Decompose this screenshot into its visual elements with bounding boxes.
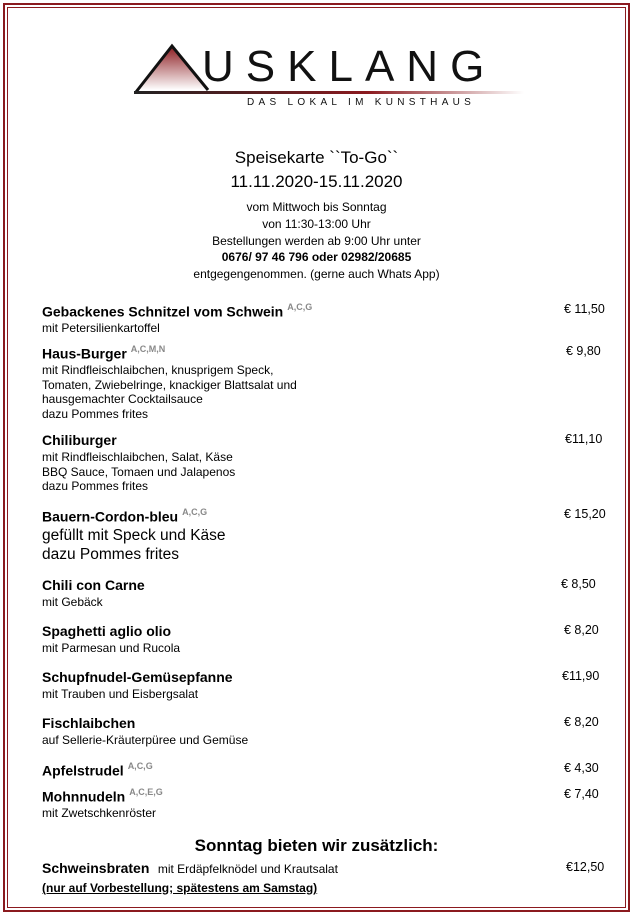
menu-item — [42, 715, 612, 748]
item-name: Fischlaibchen — [42, 715, 136, 731]
menu-dates: 11.11.2020-15.11.2020 — [230, 172, 403, 191]
menu-item — [42, 669, 612, 702]
item-name: Spaghetti aglio olio — [42, 623, 172, 639]
item-desc: mit Zwetschkenröster — [42, 806, 157, 821]
days-line: vom Mittwoch bis Sonntag — [246, 200, 387, 214]
item-desc: dazu Pommes frites — [42, 406, 149, 421]
logo-word: USKLANG — [202, 42, 497, 91]
menu-item — [42, 302, 612, 336]
item-desc: mit Parmesan und Rucola — [42, 641, 181, 655]
logo-subtitle: DAS LOKAL IM KUNSTHAUS — [247, 97, 476, 108]
item-name: Chiliburger — [42, 432, 117, 448]
item-name: Gebackenes Schnitzel vom Schwein — [42, 303, 284, 320]
item-desc: auf Sellerie-Kräuterpüree und Gemüse — [42, 733, 249, 747]
item-desc: Tomaten, Zwiebelringe, knackiger Blattsalat und — [42, 377, 297, 392]
item-desc: BBQ Sauce, Tomaen und Jalapenos — [42, 464, 236, 479]
allergen-codes: A,C,M,N — [130, 344, 166, 354]
item-price: €11,10 — [565, 432, 603, 446]
allergen-codes: A,C,G — [182, 507, 208, 517]
item-desc: dazu Pommes frites — [42, 479, 149, 493]
menu-item — [42, 787, 612, 821]
menu-item — [42, 577, 612, 610]
allergen-codes: A,C,E,G — [129, 787, 163, 797]
item-price: € 4,30 — [564, 761, 599, 775]
item-desc: mit Rindfleischlaibchen, Salat, Käse — [42, 450, 233, 464]
allergen-codes: A,C,G — [127, 761, 153, 771]
menu-item — [42, 432, 612, 494]
menu-title: Speisekarte ``To-Go`` — [234, 148, 399, 167]
item-name: Chili con Carne — [42, 577, 145, 593]
item-name: Schweinsbraten — [42, 860, 150, 876]
item-desc: hausgemachter Cocktailsauce — [42, 392, 203, 407]
item-price: € 8,20 — [564, 623, 599, 637]
menu-item — [42, 507, 612, 564]
item-price: €11,90 — [562, 669, 600, 683]
sunday-item — [42, 860, 612, 895]
item-price: € 8,20 — [564, 715, 599, 729]
item-price: €12,50 — [566, 860, 605, 874]
allergen-codes: A,C,G — [287, 302, 313, 312]
item-price: € 11,50 — [564, 302, 605, 316]
item-desc: mit Erdäpfelknödel und Krautsalat — [157, 862, 338, 876]
order-line: Bestellungen werden ab 9:00 Uhr unter — [212, 234, 421, 248]
item-desc: gefüllt mit Speck und Käse — [42, 527, 226, 545]
item-price: € 7,40 — [564, 787, 599, 801]
menu-item — [42, 761, 612, 780]
menu-item — [42, 623, 612, 656]
phone-numbers: 0676/ 97 46 796 oder 02982/20685 — [221, 250, 412, 264]
whatsapp-line: entgegengenommen. (gerne auch Whats App) — [193, 267, 440, 281]
item-price: € 15,20 — [564, 507, 606, 521]
menu-item — [42, 344, 612, 421]
item-name: Bauern-Cordon-bleu — [42, 508, 179, 525]
item-name: Mohnnudeln — [42, 788, 126, 805]
item-name: Apfelstrudel — [42, 762, 124, 779]
preorder-note: (nur auf Vorbestellung; spätestens am Samstag) — [42, 881, 318, 895]
ausklang-logo — [130, 40, 530, 115]
item-desc: dazu Pommes frites — [42, 546, 179, 564]
item-desc: mit Petersilienkartoffel — [42, 321, 160, 336]
item-price: € 8,50 — [561, 577, 596, 591]
item-price: € 9,80 — [566, 344, 601, 358]
item-desc: mit Rindfleischlaibchen, knusprigem Speck, — [42, 363, 274, 378]
item-desc: mit Gebäck — [42, 595, 103, 609]
item-name: Haus-Burger — [42, 345, 127, 362]
hours-line: von 11:30-13:00 Uhr — [262, 217, 371, 231]
item-desc: mit Trauben und Eisbergsalat — [42, 687, 199, 701]
item-name: Schupfnudel-Gemüsepfanne — [42, 669, 233, 685]
sunday-heading: Sonntag bieten wir zusätzlich: — [194, 836, 439, 855]
